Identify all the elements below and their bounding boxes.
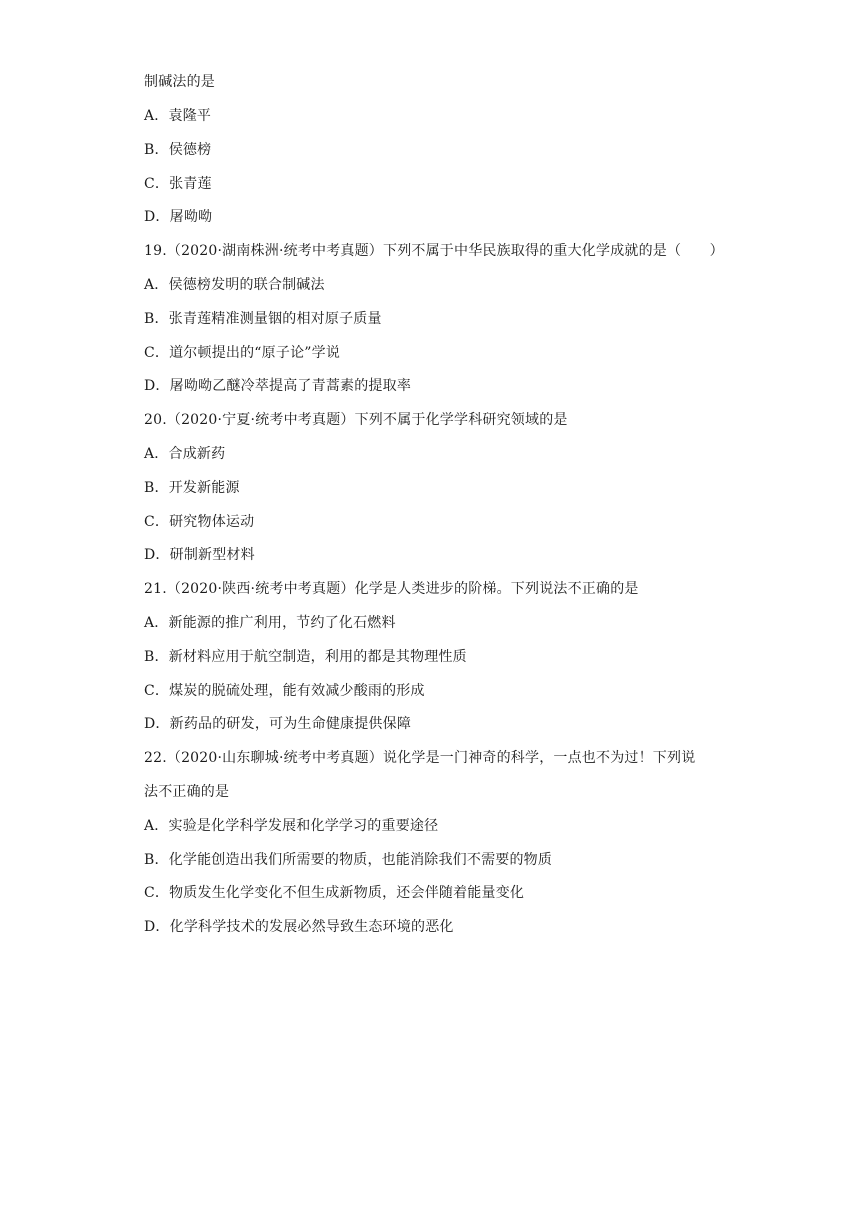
question-19-stem: 19.（2020·湖南株洲·统考中考真题）下列不属于中华民族取得的重大化学成就的是（ ） — [144, 243, 724, 259]
question-21-option-c: C．煤炭的脱硫处理，能有效减少酸雨的形成 — [144, 683, 425, 699]
question-19-option-b: B．张青莲精准测量铟的相对原子质量 — [144, 311, 382, 327]
question-20-option-b: B．开发新能源 — [144, 480, 240, 496]
question-21-option-a: A．新能源的推广利用，节约了化石燃料 — [144, 615, 396, 631]
question-18-option-b: B．侯德榜 — [144, 142, 212, 158]
question-22-option-b: B．化学能创造出我们所需要的物质，也能消除我们不需要的物质 — [144, 852, 553, 868]
question-18-option-d: D．屠呦呦 — [144, 209, 213, 225]
question-21-option-b: B．新材料应用于航空制造，利用的都是其物理性质 — [144, 649, 467, 665]
question-20-option-d: D．研制新型材料 — [144, 547, 255, 563]
question-19-option-c: C．道尔顿提出的“原子论”学说 — [144, 345, 341, 361]
question-22-option-d: D．化学科学技术的发展必然导致生态环境的恶化 — [144, 919, 454, 935]
question-22-stem-continuation: 法不正确的是 — [144, 784, 230, 800]
question-18-option-c: C．张青莲 — [144, 176, 212, 192]
question-19-option-a: A．侯德榜发明的联合制碱法 — [144, 277, 325, 293]
question-22-option-c: C．物质发生化学变化不但生成新物质，还会伴随着能量变化 — [144, 885, 525, 901]
question-20-option-c: C．研究物体运动 — [144, 514, 255, 530]
question-19-option-d: D．屠呦呦乙醚冷萃提高了青蒿素的提取率 — [144, 378, 412, 394]
question-21-option-d: D．新药品的研发，可为生命健康提供保障 — [144, 716, 412, 732]
question-21-stem: 21.（2020·陕西·统考中考真题）化学是人类进步的阶梯。下列说法不正确的是 — [144, 581, 639, 597]
question-22-stem: 22.（2020·山东聊城·统考中考真题）说化学是一门神奇的科学，一点也不为过！下列说 — [144, 750, 696, 766]
question-20-stem: 20.（2020·宁夏·统考中考真题）下列不属于化学学科研究领域的是 — [144, 412, 568, 428]
question-18-option-a: A．袁隆平 — [144, 108, 212, 124]
question-22-option-a: A．实验是化学科学发展和化学学习的重要途径 — [144, 818, 439, 834]
question-20-option-a: A．合成新药 — [144, 446, 226, 462]
question-18-stem-continuation: 制碱法的是 — [144, 74, 215, 90]
